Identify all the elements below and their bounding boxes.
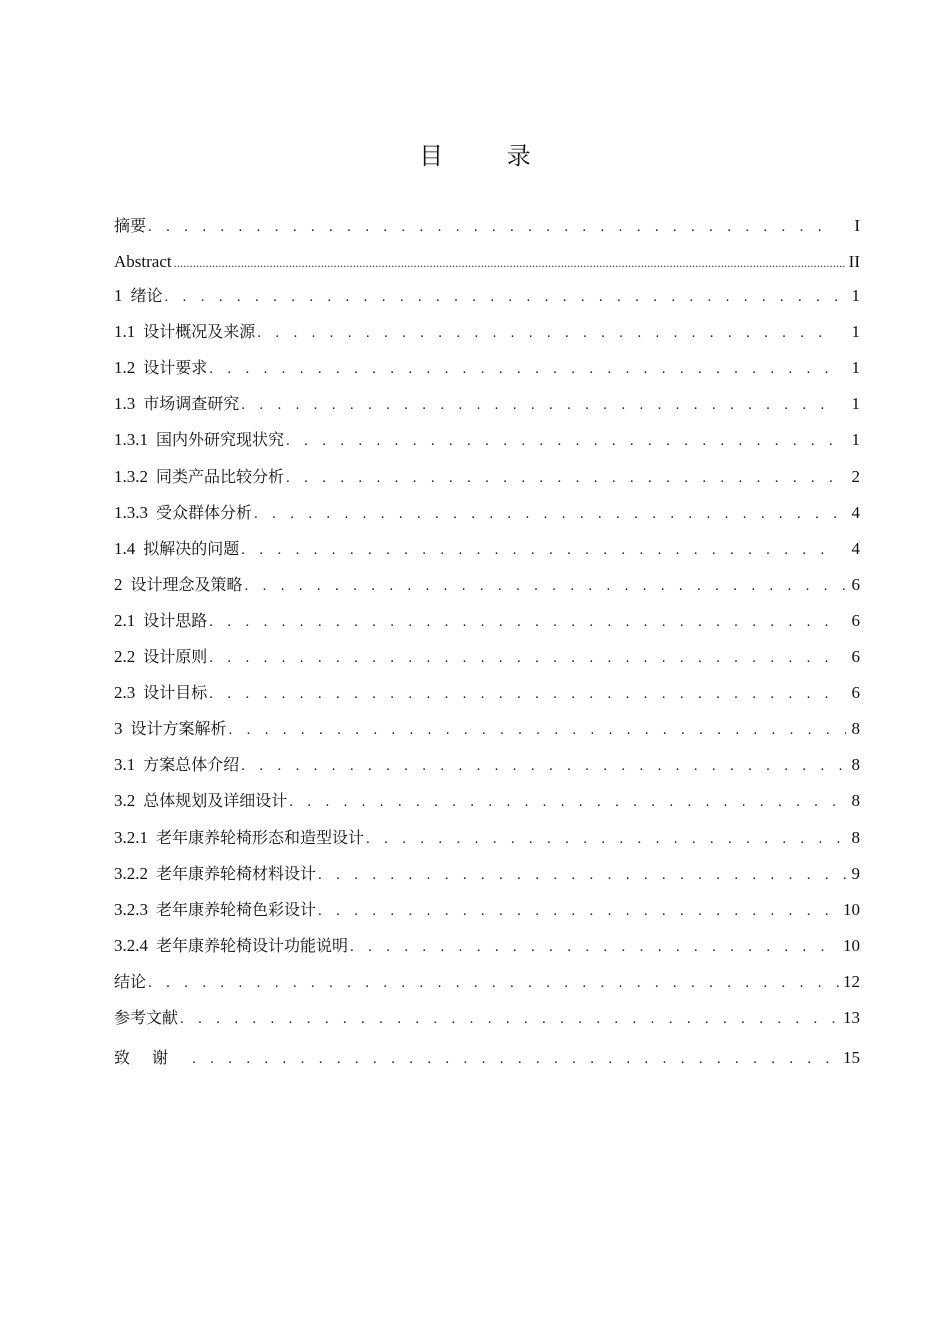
toc-entry[interactable] <box>114 1040 860 1076</box>
toc-entry-text: 摘要 <box>114 216 147 235</box>
toc-entry[interactable] <box>114 386 860 422</box>
toc-entry-number: 1.3.1 <box>114 430 148 450</box>
dot-leader <box>366 821 846 857</box>
dot-leader <box>286 423 846 459</box>
toc-entry-page: 2 <box>851 466 860 486</box>
toc-entry-number: 1.3 <box>114 394 136 414</box>
dot-leader <box>318 893 839 929</box>
dot-leader <box>174 245 845 281</box>
toc-entry-text: 总体规划及详细设计 <box>143 791 288 811</box>
toc-entry-page: 1 <box>851 394 860 414</box>
dot-leader <box>257 315 836 351</box>
dot-leader <box>165 279 846 315</box>
toc-entry-number: 2 <box>114 574 123 594</box>
toc-entry-text: 致谢 <box>114 1048 191 1068</box>
toc-entry-text: 方案总体介绍 <box>143 755 240 775</box>
toc-entry-page: 10 <box>843 935 860 955</box>
toc-entry-number: 1.2 <box>114 358 136 378</box>
dot-leader <box>241 532 836 568</box>
dot-leader <box>241 387 836 423</box>
toc-entry[interactable] <box>114 314 860 350</box>
toc-entry-number: 2.2 <box>114 647 136 667</box>
toc-entry-page: 4 <box>851 502 860 522</box>
toc-entry[interactable] <box>114 856 860 892</box>
toc-entry-number: 1.4 <box>114 538 136 558</box>
toc-entry-page: 12 <box>843 971 860 991</box>
toc-entry[interactable] <box>114 639 860 675</box>
toc-entry-text: 设计思路 <box>143 610 208 630</box>
toc-entry-number: 3.2.3 <box>114 899 148 919</box>
toc-entry-number: 3.2.2 <box>114 863 148 883</box>
dot-leader <box>180 1001 839 1037</box>
dot-leader <box>229 712 846 748</box>
toc-entry[interactable] <box>114 1000 860 1036</box>
dot-leader <box>350 929 839 965</box>
dot-leader <box>286 460 846 496</box>
toc-entry-page: I <box>854 216 860 235</box>
toc-entry-text: 受众群体分析 <box>156 502 253 522</box>
toc-entry-page: 10 <box>843 899 860 919</box>
toc-entry-text: 设计理念及策略 <box>130 574 243 594</box>
toc-entry[interactable] <box>114 603 860 639</box>
toc-entry-text: 老年康养轮椅材料设计 <box>156 863 317 883</box>
dot-leader <box>241 748 846 784</box>
dot-leader <box>209 676 836 712</box>
table-of-contents <box>114 208 860 1076</box>
toc-entry-page: 1 <box>851 286 860 306</box>
toc-entry-text: 设计目标 <box>143 683 208 703</box>
toc-entry[interactable] <box>114 495 860 531</box>
toc-entry-text: 同类产品比较分析 <box>156 466 285 486</box>
toc-entry-page: II <box>848 252 860 272</box>
toc-entry-page: 15 <box>843 1048 860 1068</box>
toc-entry[interactable] <box>114 567 860 603</box>
toc-entry-page: 4 <box>851 538 860 558</box>
toc-entry-number: 1.3.2 <box>114 466 148 486</box>
toc-entry-text: 国内外研究现状究 <box>156 430 285 450</box>
toc-entry-number: 1.3.3 <box>114 502 148 522</box>
dot-leader <box>254 496 846 532</box>
toc-entry-text: 老年康养轮椅色彩设计 <box>156 899 317 919</box>
toc-entry-page: 8 <box>851 827 860 847</box>
toc-entry-page: 8 <box>851 719 860 739</box>
dot-leader <box>289 784 846 820</box>
toc-entry[interactable] <box>114 783 860 819</box>
toc-entry-page: 9 <box>851 863 860 883</box>
toc-entry-text: 结论 <box>114 971 147 991</box>
dot-leader <box>148 209 836 245</box>
toc-entry-page: 6 <box>851 574 860 594</box>
toc-entry-text: 老年康养轮椅设计功能说明 <box>156 935 349 955</box>
toc-entry-text: 参考文献 <box>114 1007 179 1027</box>
toc-entry-number: 3 <box>114 719 123 739</box>
toc-entry-text: 设计概况及来源 <box>143 322 256 342</box>
toc-entry-text: 市场调查研究 <box>143 394 240 414</box>
toc-entry-number: 1.1 <box>114 322 136 342</box>
toc-entry-page: 6 <box>851 647 860 667</box>
toc-entry-page: 1 <box>851 322 860 342</box>
toc-entry[interactable] <box>114 350 860 386</box>
toc-entry[interactable] <box>114 244 860 278</box>
toc-entry-text: 老年康养轮椅形态和造型设计 <box>156 827 365 847</box>
toc-entry[interactable] <box>114 675 860 711</box>
toc-entry[interactable] <box>114 459 860 495</box>
toc-entry-text: 设计方案解析 <box>130 719 227 739</box>
toc-entry-page: 8 <box>851 755 860 775</box>
toc-entry[interactable] <box>114 422 860 458</box>
toc-entry-text: 设计要求 <box>143 358 208 378</box>
dot-leader <box>209 640 836 676</box>
toc-entry-number: 1 <box>114 286 123 306</box>
dot-leader <box>148 965 839 1001</box>
toc-entry[interactable] <box>114 278 860 314</box>
toc-entry[interactable] <box>114 928 860 964</box>
dot-leader <box>318 857 846 893</box>
dot-leader <box>209 604 836 640</box>
toc-entry-number: 3.2 <box>114 791 136 811</box>
toc-entry-page: 6 <box>851 683 860 703</box>
toc-entry-number: 2.3 <box>114 683 136 703</box>
toc-entry-text: 设计原则 <box>143 647 208 667</box>
toc-entry[interactable] <box>114 892 860 928</box>
toc-entry-number: 3.2.4 <box>114 935 148 955</box>
toc-entry-text: 绪论 <box>130 286 163 306</box>
toc-entry[interactable] <box>114 747 860 783</box>
toc-entry-number: 3.2.1 <box>114 827 148 847</box>
toc-entry[interactable] <box>114 820 860 856</box>
toc-entry-text: 拟解决的问题 <box>143 538 240 558</box>
page-title: 目 录 <box>419 142 559 171</box>
toc-entry-page: 8 <box>851 791 860 811</box>
toc-entry-page: 13 <box>843 1007 860 1027</box>
dot-leader <box>192 1041 839 1077</box>
toc-entry[interactable] <box>114 964 860 1000</box>
toc-entry-page: 6 <box>851 610 860 630</box>
toc-entry-page: 1 <box>851 358 860 378</box>
dot-leader <box>245 568 846 604</box>
toc-entry-number: 2.1 <box>114 610 136 630</box>
toc-entry-page: 1 <box>851 430 860 450</box>
toc-entry[interactable] <box>114 531 860 567</box>
toc-entry[interactable] <box>114 711 860 747</box>
toc-entry-text: Abstract <box>114 252 172 272</box>
dot-leader <box>209 351 836 387</box>
toc-entry-number: 3.1 <box>114 755 136 775</box>
toc-entry[interactable] <box>114 208 860 244</box>
